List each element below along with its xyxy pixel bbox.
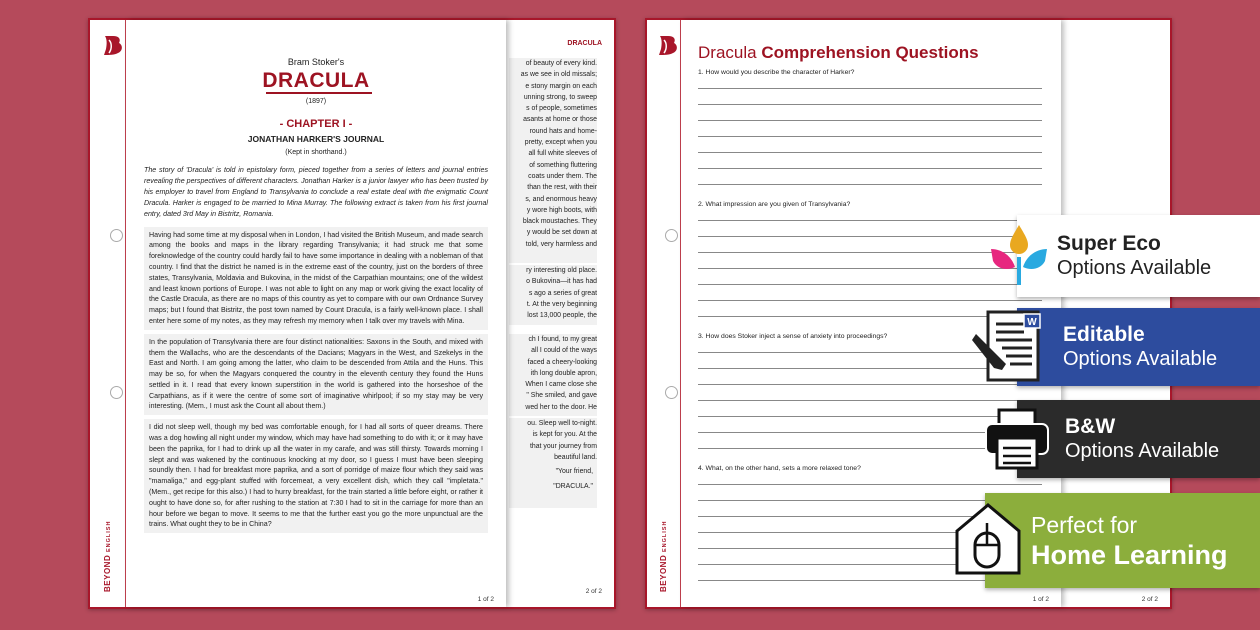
answer-line[interactable] [698,384,1042,385]
answer-line[interactable] [698,220,1042,221]
signoff: "Your friend, [555,468,593,476]
text-block [509,58,597,263]
page-1 [126,20,506,607]
text-block [509,265,597,325]
answer-line[interactable] [698,136,1042,137]
word-badge-letter: W [1027,317,1037,328]
text-line: ch I found, to my great [528,336,597,343]
answer-line[interactable] [698,300,1042,301]
answer-line[interactable] [698,120,1042,121]
text-line: coats under them. The [528,172,597,180]
text-line: s, and enormous heavy [525,195,597,203]
badge-subtitle: Options Available [1057,257,1212,279]
badge-subtitle: Options Available [1063,348,1218,370]
printer-icon [983,406,1055,472]
page-number: 2 of 2 [585,588,602,595]
author: Bram Stoker's [287,57,345,67]
text-line: o Bukovina—it has had [526,278,597,286]
reading-worksheet [88,18,616,609]
badge-subtitle: Options Available [1065,440,1220,462]
text-line: asants at home or those [523,116,597,124]
question: 1. How would you describe the character of Harker? [698,69,855,76]
badge-title: Super Eco [1057,232,1161,255]
text-line: t. At the very beginning [526,300,597,308]
answer-line[interactable] [698,484,1042,485]
page-number: 2 of 2 [1141,596,1158,603]
brand-logo-icon [655,34,679,60]
text-line: y would be set down at [526,229,597,237]
badge-home-learning [985,493,1260,588]
text-line: s of people, sometimes [526,105,597,113]
question: 4. What, on the other hand, sets a more relaxed tone? [698,465,861,472]
text-line: s ago a series of great [528,289,597,297]
body-paragraph: I did not sleep well, though my bed was comfortable enough, for I had all sorts of queer dreams. There was a dog howling all night under my window, which may have had something to do with it; or it may have been the paprika, for I had to drink up all the water in my carafe, and was still thirsty. Towards morning I slept and was wakened by the continuous knocking at my door, so I guess I must have been sleeping soundly then. I had for breakfast more paprika, and a sort of porridge of maize flour which they said was "mamaliga," and egg-plant stuffed with forcemeat, a very excellent dish, which they call "impletata." (Mem., get recipe for this also.) I had to hurry breakfast, for the train started a little before eight, or rather it ought to have done so, for after rushing to the station at 7:30 I had to sit in the carriage for more than an hour before we began to move. It seems to me that the further east you go the more unpunctual are the trains. What ought they to be in China? [144,419,488,533]
brand-wordmark: BEYOND ENGLISH [659,520,668,592]
badge-super-eco [1017,215,1260,297]
intro-paragraph: The story of 'Dracula' is told in epistolary form, pieced together from a series of letters and journal entries revealing the perspectives of different characters. Jonathan Harker is a junior lawyer who has been trusted by his employer to travel from England to Transylvania to conclude a real estate deal with the enigmatic Count Dracula. Harker is engaged to be married to Mina Murray. The following extract is taken from his first journal entry, dated 3rd May in Bistritz, Romania. [144,166,488,218]
answer-line[interactable] [698,104,1042,105]
worksheet-title: Dracula Comprehension Questions [698,43,979,62]
text-line: black moustaches. They [522,218,597,226]
badge-subtitle: Perfect for [1031,511,1138,538]
text-line: " She smiled, and gave [526,392,597,400]
eco-ink-drops-icon [987,223,1051,289]
badge-bw [1017,400,1260,478]
year: (1897) [305,98,327,105]
punch-hole [665,229,678,242]
badge-title: Editable [1063,323,1145,346]
signature: "DRACULA." [553,483,593,491]
text-line: told, very harmless and [525,240,597,248]
text-line: round hats and home- [529,127,597,135]
text-line: of beauty of every kind. [525,60,597,67]
text-line: faced a cheery-looking [527,358,597,366]
answer-line[interactable] [698,168,1042,169]
page-number: 1 of 2 [477,596,494,603]
reading-text [144,165,488,533]
text-line: all full white sleeves of [528,150,597,158]
question: 2. What impression are you given of Transylvania? [698,201,851,208]
brand-wordmark: BEYOND ENGLISH [103,520,112,592]
text-line: beautiful land. [554,453,597,461]
text-line: than the rest, with their [527,184,597,192]
punch-hole [110,386,123,399]
question: 3. How does Stoker inject a sense of anxiety into proceedings? [698,333,888,340]
home-computer-mouse-icon [953,501,1023,577]
answer-line[interactable] [698,152,1042,153]
text-block [509,418,597,508]
text-line: ry interesting old place. [526,267,597,274]
text-line: ith long double apron, [530,369,597,377]
chapter-note: (Kept in shorthand.) [285,149,347,156]
text-line: as we see in old missals; [520,71,597,79]
text-line: all I could of the ways [531,347,597,355]
text-line: is kept for you. At the [532,431,597,439]
text-line: unning strong, to sweep [523,93,597,101]
brand-logo-icon [100,34,124,60]
answer-line[interactable] [698,88,1042,89]
text-block [509,334,597,416]
page-number: 1 of 2 [1032,596,1049,603]
punch-hole [665,386,678,399]
chapter-heading: - CHAPTER I - [279,118,353,130]
book-title: DRACULA [262,69,370,92]
text-line: e stony margin on each [525,82,597,90]
chapter-subtitle: JONATHAN HARKER'S JOURNAL [247,134,385,144]
text-line: of something fluttering [529,161,597,169]
body-paragraph: Having had some time at my disposal when in London, I had visited the British Museum, and made search among the books and maps in the library regarding Transylvania; it had struck me that some foreknowledge of the country could hardly fail to have some importance in dealing with a nobleman of that country. I find that the district he named is in the extreme east of the country, just on the borders of three states, Transylvania, Moldavia and Bukovina, in the midst of the Carpathian mountains; one of the wildest and least known portions of Europe. I was not able to light on any map or work giving the exact locality of the Castle Dracula, as there are no maps of this country as yet to compare with our own Ordnance Survey maps; but I found that Bistritz, the post town named by Count Dracula, is a fairly well-known place. I shall enter here some of my notes, as they may refresh my memory when I talk over my travels with Mina. [144,227,488,330]
badge-title: B&W [1065,415,1116,438]
text-line: y wore high boots, with [526,206,597,214]
page-header: DRACULA [567,40,602,47]
editable-document-icon [972,310,1044,384]
text-line: ou. Sleep well to-night. [527,420,597,427]
text-line: wed her to the door. He [525,403,597,411]
answer-line[interactable] [698,400,1042,401]
answer-line[interactable] [698,184,1042,185]
body-paragraph: In the population of Transylvania there are four distinct nationalities: Saxons in the South, and mixed with them the Wallachs, who are the descendants of the Dacians; Magyars in the West, and Szekelys in the East and North. I am going among the latter, who claim to be descended from Attila and the Huns. This may be so, for when the Magyars conquered the country in the eleventh century they found the Huns settled in it. I read that every known superstition in the world is gathered into the horseshoe of the Carpathians, as if it were the centre of some sort of imaginative whirlpool; if so my stay may be very interesting. (Mem., I must ask the Count all about them.) [144,334,488,416]
text-line: pretty, except when you [524,139,597,147]
text-line: that your journey from [529,442,597,450]
punch-hole [110,229,123,242]
text-line: When I came close she [525,381,597,389]
badge-editable [1017,308,1260,386]
text-line: lost 13,000 people, the [527,312,597,320]
badge-title: Home Learning [1031,539,1228,570]
